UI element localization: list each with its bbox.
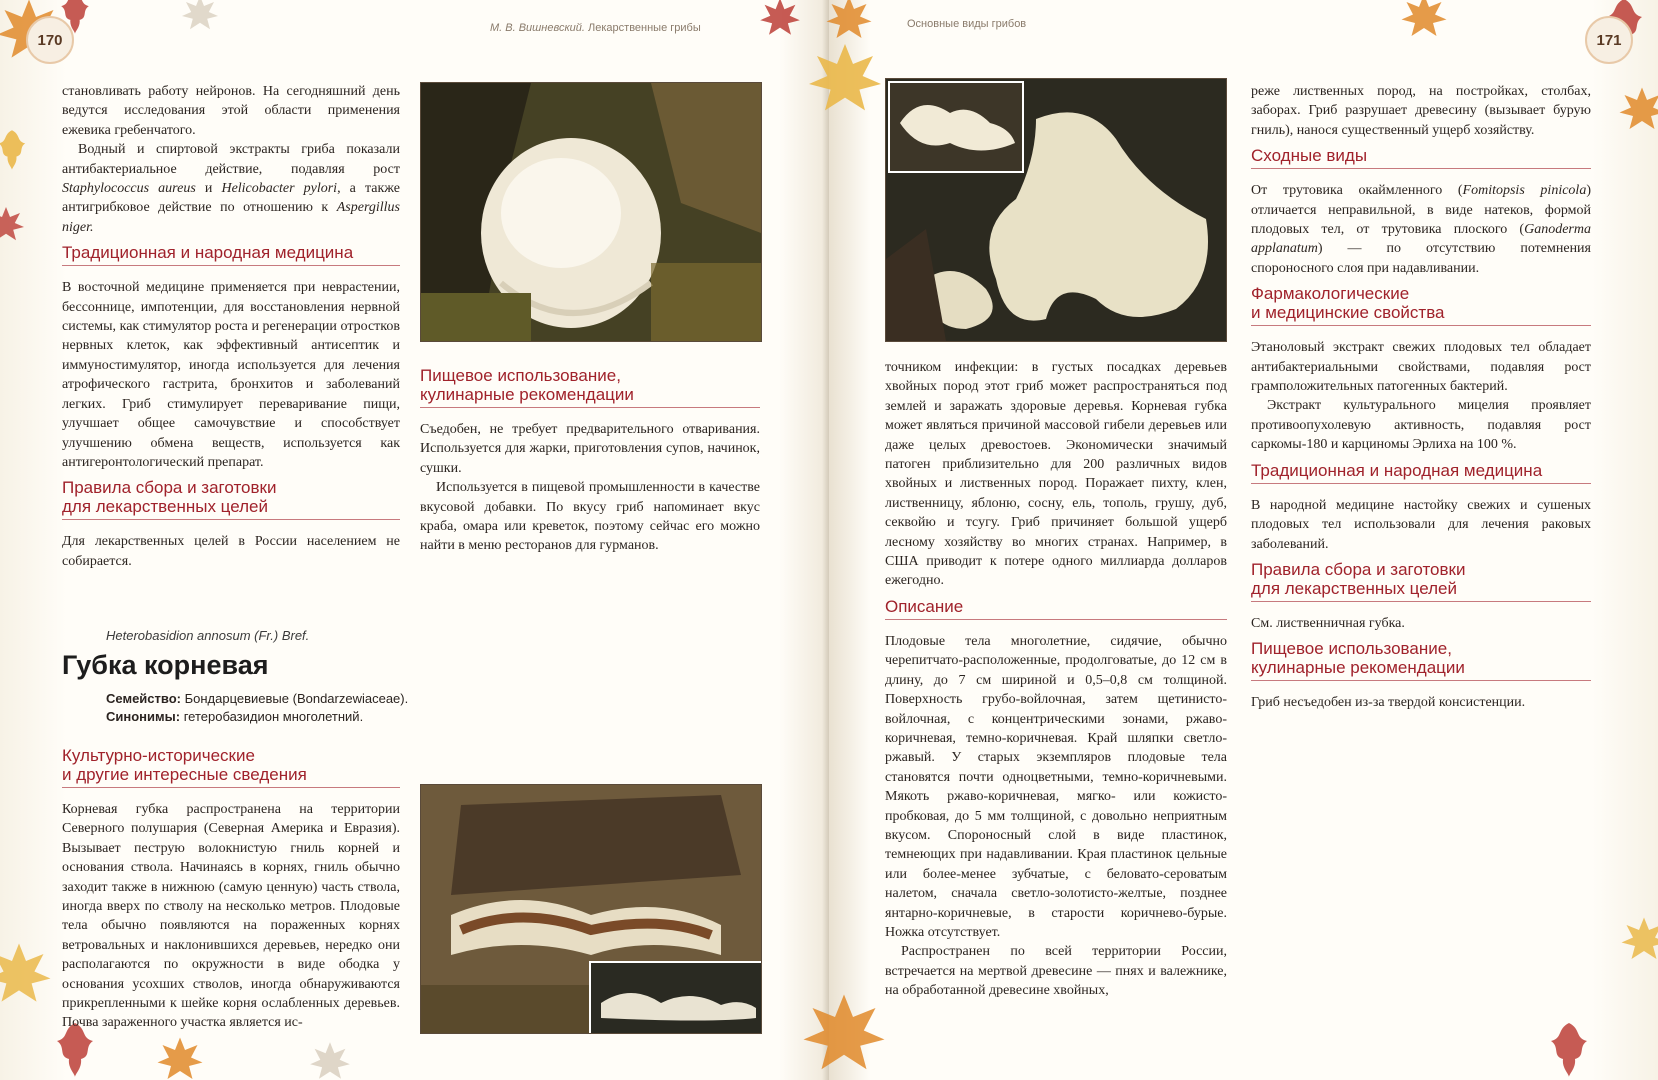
paragraph: Распространен по всей территории России, встречается на мертвой древесине — пнях и валежнике, на обработанной древесине хвойных, <box>885 944 1227 999</box>
photo-root-fungus <box>420 784 762 1034</box>
page-number: 171 <box>1585 16 1633 64</box>
photo-inset <box>888 81 1024 173</box>
running-head-title: Лекарственные грибы <box>588 22 701 34</box>
paragraph: См. лиственничная губка. <box>1251 615 1405 631</box>
paragraph: точником инфекции: в густых посадках деревьев хвойных пород этот гриб может распространяться под землей и заражать здоровые деревья. Корневая губка может являться причиной массовой гибели деревьев или даже целых древостоев. Экономически значимый патоген приблизительно для 200 различных видов хвойных и лиственных пород. Поражает пихту, клен, лиственницу, яблоню, сосну, ель, тополь, грушу, дуб, секвойю и тсугу. Гриб причиняет большой ущерб лесному хозяйству во многих странах. Например, в США приводит к потере одного миллиарда долларов ежегодно. <box>885 360 1227 589</box>
leaf-icon <box>300 1040 360 1080</box>
leaf-icon <box>819 0 879 44</box>
section-heading-similar: Сходные виды <box>1251 146 1591 169</box>
leaf-icon <box>1389 0 1459 42</box>
section-heading-cultural: Культурно-исторические и другие интересные сведения <box>62 746 400 788</box>
leaf-icon <box>0 120 34 180</box>
right-column-left <box>885 358 1227 1001</box>
left-column-top <box>62 82 400 571</box>
section-heading-pharmacology: Фармакологические и медицинские свойства <box>1251 284 1591 326</box>
leaf-icon <box>805 40 885 120</box>
paragraph: Экстракт культурального мицелия проявляет противоопухолевую активность, подавляя рост саркомы-180 и карциномы Эрлиха на 100 %. <box>1251 398 1591 453</box>
paragraph: Водный и спиртовой экстракты гриба показали антибактериальное действие, подавляя рост Staphylococcus aureus и Helicobacter pylori, а также антигрибковое действие по отношению к Aspergillus niger. <box>62 142 400 235</box>
running-head-author: М. В. Вишневский. <box>490 22 585 34</box>
section-heading-collection: Правила сбора и заготовки для лекарственных целей <box>62 478 400 520</box>
section-heading-traditional: Традиционная и народная медицина <box>1251 461 1591 484</box>
leaf-icon <box>1619 900 1658 980</box>
leaf-icon <box>1617 80 1658 140</box>
paragraph: От трутовика окаймленного (Fomitopsis pinicola) отличается неправильной, в виде натеков, формой плодовых тел, от трутовика плоского (Ganoderma applanatum) — по отсутствию потемнения спороносного слоя при надавливании. <box>1251 183 1591 276</box>
leaf-icon <box>150 1035 210 1080</box>
section-heading-collection: Правила сбора и заготовки для лекарственных целей <box>1251 560 1591 602</box>
family-line: Семейство: Бондарцевиевые (Bondarzewiaceae). <box>106 691 409 706</box>
left-column-right <box>420 360 760 556</box>
species-title: Губка корневая <box>62 650 269 680</box>
paragraph: В восточной медицине применяется при неврастении, бессоннице, импотенции, для восстановления нервной системы, как стимулятор роста и регенерации отростков нервных клеток, как эффективный антисептик и иммуностимулятор, иногда используется для лечения атрофического гастрита, бронхитов и заболеваний легких. Гриб стимулирует переваривание пищи, улучшает общее самочувствие и способствует улучшению обмена веществ, используется как антигеронтологический препарат. <box>62 280 400 470</box>
photo-lions-mane <box>420 82 762 342</box>
paragraph: реже лиственных пород, на постройках, столбах, заборах. Гриб разрушает древесину (вызывает бурую гниль), нанося существенный ущерб хозяйству. <box>1251 84 1591 138</box>
paragraph: Корневая губка распространена на территории Северного полушария (Северная Америка и Евразия). Вызывает пеструю волокнистую гниль корней и основания ствола. Начинаясь в корнях, гниль обычно заходит также в нижнюю (самую ценную) часть ствола, иногда вверх по стволу на несколько метров. Плодовые тела обычно появляются на пораженных корнях ветровальных и наклонившихся деревьев, нередко они располагаются по окружности в виде ободка у основания усохших стволов, иногда обнаруживаются прикрепленными к шейке корня ослабленных деревьев. Почва зараженного участка является ис- <box>62 802 400 1031</box>
paragraph: Используется в пищевой промышленности в качестве вкусовой добавки. По вкусу гриб напоминает вкус краба, омара или креветок, поэтому сейчас его можно найти в меню ресторанов для гурманов. <box>420 480 760 554</box>
running-head: Основные виды грибов <box>907 18 1027 30</box>
leaf-icon <box>0 930 54 1020</box>
leaf-icon <box>180 0 220 34</box>
right-page <box>829 0 1658 1080</box>
paragraph: Этаноловый экстракт свежих плодовых тел обладает антибактериальными свойствами, подавляя рост грамположительных патогенных бактерий. <box>1251 340 1591 395</box>
photo-inset <box>589 961 762 1034</box>
paragraph: Съедобен, не требует предварительного отваривания. Используется для жарки, приготовления супов, начинок, сушки. <box>420 422 760 476</box>
species-meta <box>106 690 436 726</box>
section-heading-traditional: Традиционная и народная медицина <box>62 243 400 266</box>
running-head <box>490 22 701 34</box>
paragraph: становливать работу нейронов. На сегодняшний день ведутся исследования этой области применения ежевика гребенчатого. <box>62 84 400 138</box>
section-heading-food: Пищевое использование, кулинарные рекомендации <box>420 366 760 408</box>
right-column-right <box>1251 82 1591 713</box>
left-column-bottom <box>62 740 400 1033</box>
leaf-icon <box>0 200 26 250</box>
paragraph: Для лекарственных целей в России населением не собирается. <box>62 534 400 569</box>
leaf-icon <box>799 990 889 1080</box>
photo-polypore <box>885 78 1227 342</box>
paragraph: Гриб несъедобен из-за твердой консистенции. <box>1251 695 1526 711</box>
paragraph: В народной медицине настойку свежих и сушеных плодовых тел использовали для лечения раковых заболеваний. <box>1251 497 1591 552</box>
paragraph: Плодовые тела многолетние, сидячие, обычно черепитчато-расположенные, продолговатые, до 12 см в длину, до 7 см шириной и 0,5–0,8 см толщиной. Поверхность грубо-войлочная, затем щетинисто-войлочная, с концентрическими зонами, ржаво-коричневая, темно-коричневая. Край шляпки светло-ржавый. У старых экземпляров плодовые тела становятся почти одноцветными, темно-коричневыми. Мякоть ржаво-коричневая, мягко- или кожисто-пробковая, до 5 мм толщиной, с довольно неприятным вкусом. Спороносный слой в виде пластинок, темнеющих при надавливании. Края пластинок цельные или более-менее зубчатые, с беловато-сероватым налетом, сначала светло-золотисто-желтые, позднее янтарно-коричневые, в старости коричнево-бурые. Ножка отсутствует. <box>885 633 1227 940</box>
synonyms-line: Синонимы: гетеробазидион многолетний. <box>106 709 364 724</box>
page-number: 170 <box>26 16 74 64</box>
section-heading-description: Описание <box>885 597 1227 620</box>
leaf-icon <box>740 0 820 40</box>
species-latin-name: Heterobasidion annosum (Fr.) Bref. <box>106 628 310 643</box>
leaf-icon <box>1529 1020 1609 1080</box>
section-heading-food: Пищевое использование, кулинарные рекомендации <box>1251 639 1591 681</box>
